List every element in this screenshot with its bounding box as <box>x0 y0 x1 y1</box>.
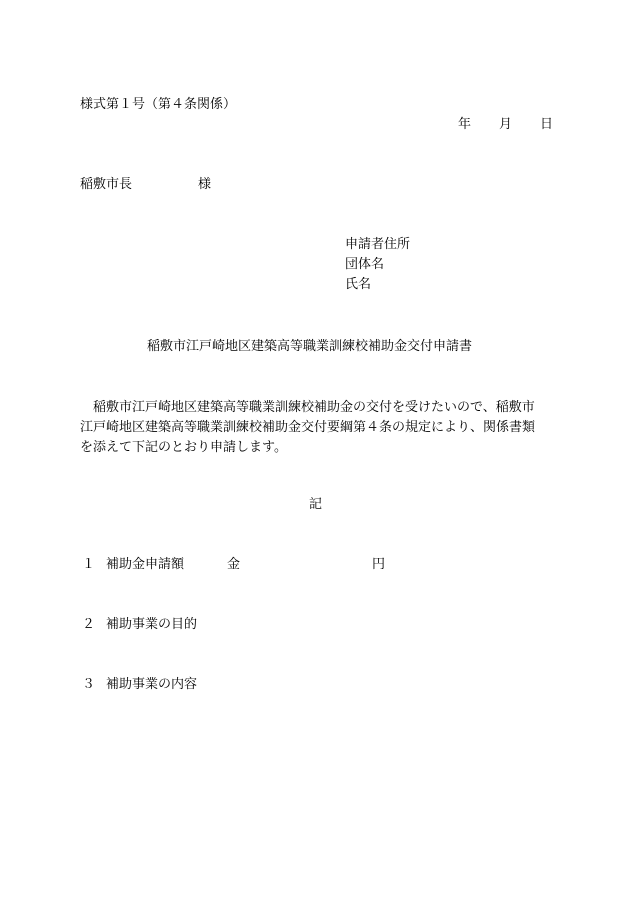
item-2-label: 補助事業の目的 <box>106 617 198 632</box>
document-title: 稲敷市江戸崎地区建築高等職業訓練校補助金交付申請書 <box>147 339 473 354</box>
ki-heading: 記 <box>309 497 323 512</box>
body-line-3: を添えて下記のとおり申請します。 <box>80 440 287 455</box>
addressee-honorific: 様 <box>198 177 212 192</box>
body-line-1: 稲敷市江戸崎地区建築高等職業訓練校補助金の交付を受けたいので、稲敷市 <box>93 400 535 415</box>
item-3-label: 補助事業の内容 <box>106 677 198 692</box>
addressee <box>80 178 211 191</box>
date-day-label: 日 <box>540 117 554 132</box>
item-1-amount-prefix: 金 <box>227 557 241 572</box>
item-1-number: １ <box>82 557 96 572</box>
item-1-label: 補助金申請額 <box>106 557 185 572</box>
item-2-number: ２ <box>82 617 96 632</box>
body-paragraph <box>80 398 556 458</box>
item-1-amount-unit: 円 <box>372 557 386 572</box>
applicant-name-label: 氏名 <box>345 277 372 292</box>
date-line <box>458 118 553 131</box>
form-number: 様式第１号（第４条関係） <box>80 97 237 112</box>
addressee-name: 稲敷市長 <box>80 177 133 192</box>
applicant-address-label: 申請者住所 <box>345 237 411 252</box>
date-year-label: 年 <box>458 117 472 132</box>
body-line-2: 江戸崎地区建築高等職業訓練校補助金交付要綱第４条の規定により、関係書類 <box>80 420 536 435</box>
applicant-group-label: 団体名 <box>345 257 385 272</box>
item-3-number: ３ <box>82 677 96 692</box>
date-month-label: 月 <box>499 117 513 132</box>
